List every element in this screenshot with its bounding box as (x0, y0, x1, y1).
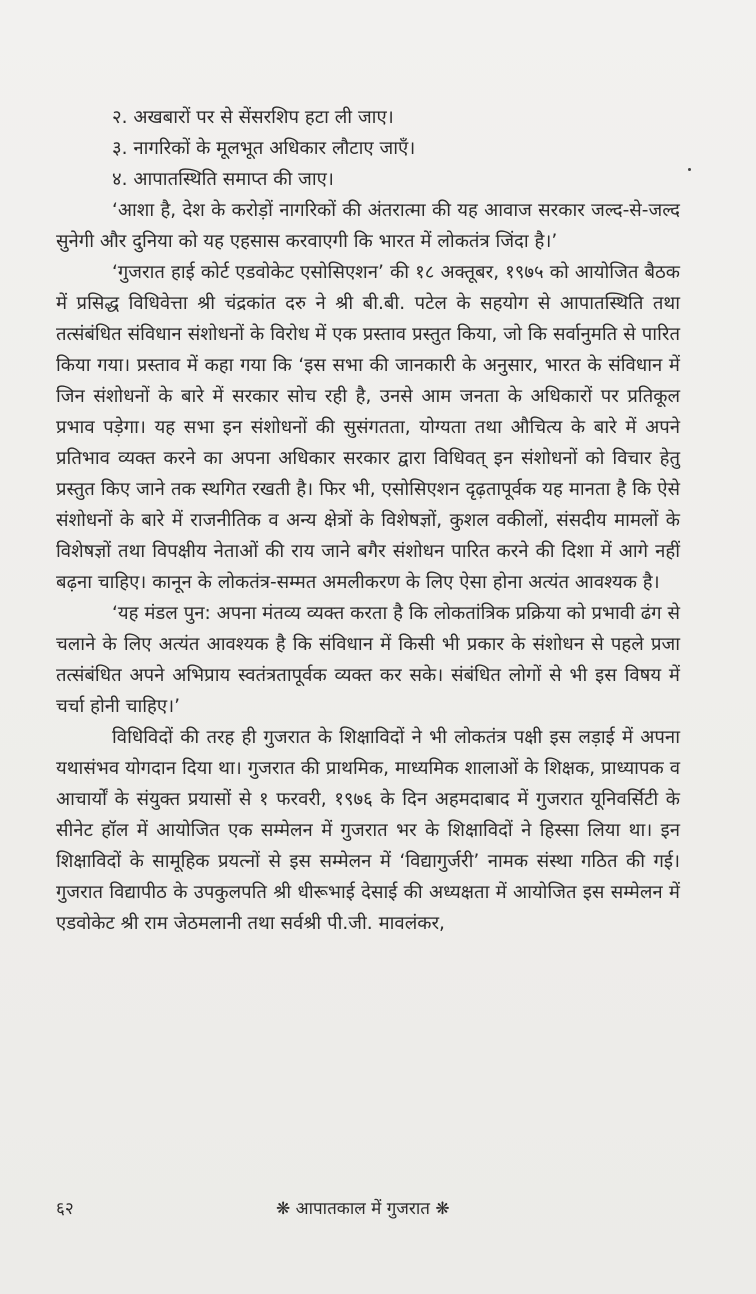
paragraph-educationists: विधिविदों की तरह ही गुजरात के शिक्षाविदों ने भी लोकतंत्र पक्षी इस लड़ाई में अपना यथासंभव योगदान दिया था। गुजरात की प्राथमिक, माध्यमिक शालाओं के शिक्षक, प्राध्यापक व आचार्यों के संयुक्त प्रयासों से १ फरवरी, १९७६ के दिन अहमदाबाद में गुजरात यूनिवर्सिटी के सीनेट हॉल में आयोजित एक सम्मेलन में गुजरात भर के शिक्षाविदों ने हिस्सा लिया था। इन शिक्षाविदों के सामूहिक प्रयत्नों से इस सम्मेलन में ‘विद्यागुर्जरी’ नामक संस्था गठित की गई। गुजरात विद्यापीठ के उपकुलपति श्री धीरूभाई देसाई की अध्यक्षता में आयोजित इस सम्मेलन में एडवोकेट श्री राम जेठमलानी तथा सर्वश्री पी.जी. मावलंकर, (56, 727, 680, 934)
paragraph-hope-quote: ‘आशा है, देश के करोड़ों नागरिकों की अंतरात्मा की यह आवाज सरकार जल्द-से-जल्द सुनेगी और दुनिया को यह एहसास करवाएगी कि भारत में लोकतंत्र जिंदा है।’ (56, 200, 680, 252)
page-number: ६२ (56, 1199, 74, 1219)
page-footer (56, 1196, 680, 1222)
paragraph-advocate-association: ‘गुजरात हाई कोर्ट एडवोकेट एसोसिएशन’ की १८ अक्तूबर, १९७५ को आयोजित बैठक में प्रसिद्ध विधिवेत्ता श्री चंद्रकांत दरु ने श्री बी.बी. पटेल के सहयोग से आपातस्थिति तथा तत्संबंधित संविधान संशोधनों के विरोध में एक प्रस्ताव प्रस्तुत किया, जो कि सर्वानुमति से पारित किया गया। प्रस्ताव में कहा गया कि ‘इस सभा की जानकारी के अनुसार, भारत के संविधान में जिन संशोधनों के बारे में सरकार सोच रही है, उनसे आम जनता के अधिकारों पर प्रतिकूल प्रभाव पड़ेगा। यह सभा इन संशोधनों की सुसंगतता, योग्यता तथा औचित्य के बारे में अपने प्रतिभाव व्यक्त करने का अपना अधिकार सरकार द्वारा विधिवत् इन संशोधनों को विचार हेतु प्रस्तुत किए जाने तक स्थगित रखती है। फिर भी, एसोसिएशन दृढ़तापूर्वक यह मानता है कि ऐसे संशोधनों के बारे में राजनीतिक व अन्य क्षेत्रों के विशेषज्ञों, कुशल वकीलों, संसदीय मामलों के विशेषज्ञों तथा विपक्षीय नेताओं की राय जाने बगैर संशोधन पारित करने की दिशा में आगे नहीं बढ़ना चाहिए। कानून के लोकतंत्र-सम्मत अमलीकरण के लिए ऐसा होना अत्यंत आवश्यक है। (56, 262, 680, 593)
list-item-demand-4: ४. आपातस्थिति समाप्त की जाए। (112, 169, 334, 190)
paragraph-resolution-quote: ‘यह मंडल पुन: अपना मंतव्य व्यक्त करता है कि लोकतांत्रिक प्रक्रिया को प्रभावी ढंग से चलाने के लिए अत्यंत आवश्यक है कि संविधान में किसी भी प्रकार के संशोधन से पहले प्रजा तत्संबंधित अपने अभिप्राय स्वतंत्रतापूर्वक व्यक्त कर सके। संबंधित लोगों से भी इस विषय में चर्चा होनी चाहिए।’ (56, 603, 680, 717)
list-item-demand-3: ३. नागरिकों के मूलभूत अधिकार लौटाए जाएँ। (112, 138, 416, 159)
ink-speck (688, 168, 691, 171)
list-item-demand-2: २. अखबारों पर से सेंसरशिप हटा ली जाए। (112, 107, 394, 128)
page-body (56, 102, 680, 939)
running-title: ❋ आपातकाल में गुजरात ❋ (276, 1199, 450, 1219)
